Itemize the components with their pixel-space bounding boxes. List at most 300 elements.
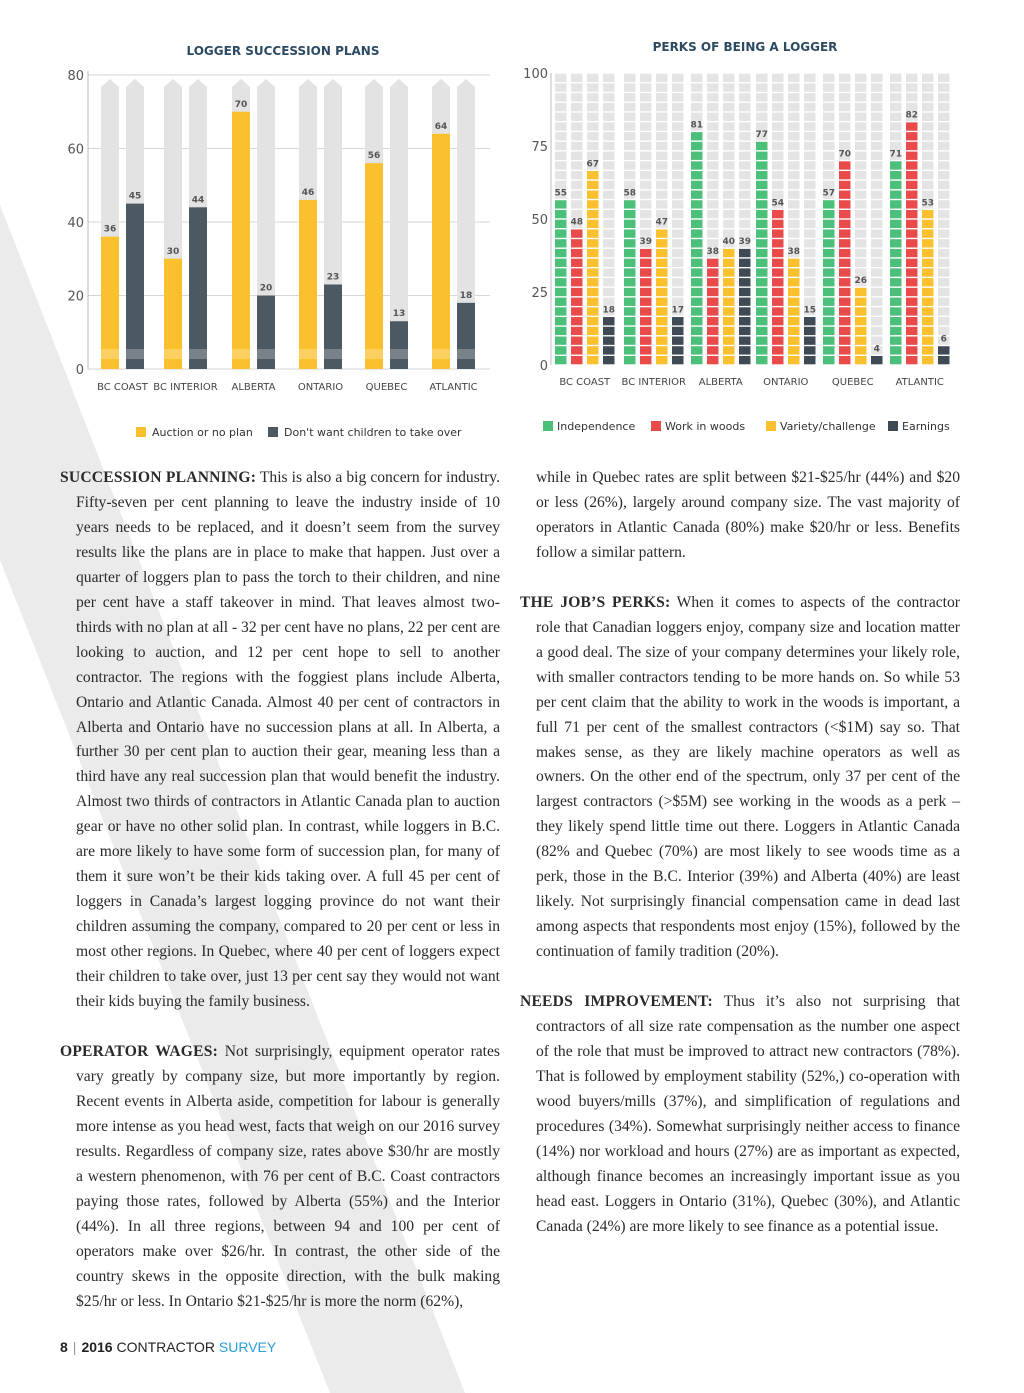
- filled-cell: [640, 259, 652, 267]
- filled-cell: [906, 181, 918, 189]
- filled-cell: [707, 278, 719, 286]
- empty-cell: [855, 93, 867, 101]
- filled-cell: [640, 278, 652, 286]
- empty-cell: [640, 74, 652, 82]
- empty-cell: [938, 259, 950, 267]
- filled-cell: [624, 259, 636, 267]
- empty-cell: [723, 220, 735, 228]
- empty-cell: [804, 83, 816, 91]
- empty-cell: [938, 317, 950, 325]
- empty-cell: [804, 132, 816, 140]
- operator-wages-continued: [520, 466, 960, 566]
- empty-cell: [871, 74, 883, 82]
- empty-cell: [723, 103, 735, 111]
- legend-swatch-independence: [543, 421, 553, 431]
- empty-cell: [624, 152, 636, 160]
- data-label: 6: [940, 334, 947, 345]
- empty-cell: [855, 249, 867, 257]
- empty-cell: [788, 83, 800, 91]
- filled-cell: [906, 200, 918, 208]
- filled-cell: [922, 259, 934, 267]
- empty-cell: [640, 152, 652, 160]
- empty-cell: [938, 191, 950, 199]
- empty-cell: [640, 113, 652, 121]
- filled-cell: [739, 298, 751, 306]
- empty-cell: [756, 93, 768, 101]
- empty-cell: [855, 161, 867, 169]
- empty-cell: [691, 103, 703, 111]
- empty-cell: [587, 74, 599, 82]
- data-label: 20: [259, 283, 273, 294]
- empty-cell: [571, 142, 583, 150]
- empty-cell: [656, 113, 668, 121]
- empty-cell: [823, 171, 835, 179]
- data-label: 47: [655, 217, 669, 228]
- empty-cell: [587, 113, 599, 121]
- empty-cell: [603, 210, 615, 218]
- empty-cell: [691, 74, 703, 82]
- filled-cell: [672, 337, 684, 345]
- filled-cell: [772, 278, 784, 286]
- empty-cell: [938, 132, 950, 140]
- filled-cell: [707, 259, 719, 267]
- empty-cell: [938, 161, 950, 169]
- filled-cell: [906, 210, 918, 218]
- empty-cell: [587, 142, 599, 150]
- filled-cell: [624, 239, 636, 247]
- filled-cell: [624, 356, 636, 364]
- empty-cell: [804, 93, 816, 101]
- perks-legend: [543, 420, 950, 433]
- empty-cell: [739, 200, 751, 208]
- filled-cell: [723, 298, 735, 306]
- filled-cell: [739, 268, 751, 276]
- filled-cell: [656, 307, 668, 315]
- bar-sheen: [324, 349, 342, 359]
- empty-cell: [804, 113, 816, 121]
- filled-cell: [723, 307, 735, 315]
- empty-cell: [804, 181, 816, 189]
- filled-cell: [855, 298, 867, 306]
- empty-cell: [640, 93, 652, 101]
- empty-cell: [922, 132, 934, 140]
- empty-cell: [938, 200, 950, 208]
- filled-cell: [624, 298, 636, 306]
- empty-cell: [571, 161, 583, 169]
- filled-cell: [756, 327, 768, 335]
- empty-cell: [739, 210, 751, 218]
- empty-cell: [938, 74, 950, 82]
- succession-planning-body: This is also a big concern for industry. Fifty-seven per cent planning to leave the industry inside of 10 years needs to be replaced, and it doesn’t seem from the survey results like the plans are in place to make that happen. Just over a quarter of loggers plan to pass the torch to their children, and nine per cent have a staff takeover in mind. That leaves almost two-thirds with no plan at all - 32 per cent have no plans, 22 per cent are looking to auction, and 12 per cent hope to sell to another contractor. The regions with the foggiest plans include Alberta, Ontario and Atlantic Canada. Almost 40 per cent of contractors in Alberta and Ontario have no succession plans at all. In Alberta, a further 30 per cent plan to auction their gear, meaning less than a third have any real succession plan that would benefit the industry. Almost two thirds of contractors in Atlantic Canada plan to auction gear or have no other solid plan. In contrast, while loggers in B.C. are more likely to have some form of succession plan, for many of them it sure won’t be their kids taking over. A full 45 per cent of loggers in Canada’s largest logging province do not want their children assuming the company, compared to 20 per cent or less in most other regions. In Quebec, where 40 per cent of loggers expect their children to take over, just 13 per cent say they would not want their kids buying the family business.: [76, 469, 500, 1011]
- empty-cell: [723, 181, 735, 189]
- data-label: 48: [570, 217, 584, 228]
- filled-cell: [723, 317, 735, 325]
- data-label: 81: [690, 120, 704, 131]
- empty-cell: [640, 220, 652, 228]
- filled-cell: [640, 327, 652, 335]
- empty-cell: [855, 229, 867, 237]
- empty-cell: [823, 113, 835, 121]
- filled-cell: [739, 307, 751, 315]
- filled-cell: [723, 278, 735, 286]
- empty-cell: [707, 210, 719, 218]
- empty-cell: [603, 239, 615, 247]
- empty-cell: [890, 122, 902, 130]
- filled-cell: [804, 327, 816, 335]
- filled-cell: [906, 278, 918, 286]
- bar-sheen: [126, 349, 144, 359]
- empty-cell: [839, 93, 851, 101]
- filled-cell: [587, 191, 599, 199]
- empty-cell: [555, 93, 567, 101]
- empty-cell: [739, 142, 751, 150]
- filled-cell: [756, 210, 768, 218]
- y-tick-label: 75: [531, 140, 548, 155]
- filled-cell: [772, 210, 784, 218]
- empty-cell: [571, 83, 583, 91]
- empty-cell: [855, 191, 867, 199]
- filled-cell: [691, 249, 703, 257]
- empty-cell: [672, 191, 684, 199]
- filled-cell: [839, 278, 851, 286]
- filled-cell: [691, 346, 703, 354]
- filled-cell: [707, 356, 719, 364]
- empty-cell: [603, 229, 615, 237]
- filled-cell: [624, 327, 636, 335]
- empty-cell: [603, 103, 615, 111]
- filled-cell: [707, 268, 719, 276]
- filled-cell: [890, 288, 902, 296]
- empty-cell: [640, 122, 652, 130]
- empty-cell: [788, 122, 800, 130]
- empty-cell: [938, 103, 950, 111]
- filled-cell: [772, 337, 784, 345]
- empty-cell: [656, 171, 668, 179]
- data-label: 17: [671, 305, 685, 316]
- filled-cell: [691, 142, 703, 150]
- filled-cell: [555, 239, 567, 247]
- filled-cell: [624, 346, 636, 354]
- filled-cell: [587, 200, 599, 208]
- empty-cell: [890, 113, 902, 121]
- filled-cell: [656, 229, 668, 237]
- filled-cell: [839, 171, 851, 179]
- filled-cell: [555, 268, 567, 276]
- filled-cell: [624, 249, 636, 257]
- y-tick-label: 80: [67, 69, 84, 84]
- operator-wages-continued-text: while in Quebec rates are split between $21-$25/hr (44%) and $20 or less (26%), largely around company size. The vast majority of operators in Atlantic Canada (80%) make $20/hr or less. Benefits follow a similar pattern.: [536, 469, 960, 561]
- empty-cell: [938, 249, 950, 257]
- filled-cell: [906, 142, 918, 150]
- empty-cell: [555, 113, 567, 121]
- empty-cell: [823, 161, 835, 169]
- bar-auction-ontario: [299, 200, 317, 369]
- empty-cell: [890, 83, 902, 91]
- filled-cell: [571, 259, 583, 267]
- empty-cell: [707, 191, 719, 199]
- empty-cell: [772, 83, 784, 91]
- empty-cell: [672, 93, 684, 101]
- filled-cell: [672, 317, 684, 325]
- filled-cell: [922, 229, 934, 237]
- empty-cell: [603, 161, 615, 169]
- empty-cell: [555, 83, 567, 91]
- empty-cell: [555, 103, 567, 111]
- filled-cell: [723, 356, 735, 364]
- empty-cell: [804, 191, 816, 199]
- page-footer: [60, 1339, 276, 1355]
- data-label: 18: [459, 290, 473, 301]
- filled-cell: [640, 249, 652, 257]
- empty-cell: [871, 93, 883, 101]
- filled-cell: [823, 307, 835, 315]
- empty-cell: [723, 93, 735, 101]
- empty-cell: [772, 171, 784, 179]
- empty-cell: [938, 268, 950, 276]
- empty-cell: [823, 122, 835, 130]
- empty-cell: [890, 103, 902, 111]
- filled-cell: [756, 171, 768, 179]
- empty-cell: [871, 220, 883, 228]
- filled-cell: [839, 337, 851, 345]
- filled-cell: [723, 259, 735, 267]
- filled-cell: [672, 327, 684, 335]
- filled-cell: [656, 268, 668, 276]
- legend-swatch-no-children: [268, 427, 278, 437]
- filled-cell: [656, 327, 668, 335]
- empty-cell: [624, 171, 636, 179]
- filled-cell: [890, 356, 902, 364]
- empty-cell: [871, 191, 883, 199]
- filled-cell: [823, 249, 835, 257]
- empty-cell: [603, 83, 615, 91]
- filled-cell: [571, 307, 583, 315]
- filled-cell: [739, 337, 751, 345]
- filled-cell: [555, 356, 567, 364]
- filled-cell: [691, 239, 703, 247]
- empty-cell: [938, 239, 950, 247]
- filled-cell: [906, 229, 918, 237]
- filled-cell: [691, 191, 703, 199]
- filled-cell: [890, 191, 902, 199]
- empty-cell: [624, 103, 636, 111]
- empty-cell: [938, 83, 950, 91]
- empty-cell: [922, 181, 934, 189]
- filled-cell: [823, 298, 835, 306]
- filled-cell: [772, 239, 784, 247]
- filled-cell: [555, 200, 567, 208]
- filled-cell: [640, 317, 652, 325]
- empty-cell: [691, 83, 703, 91]
- filled-cell: [839, 220, 851, 228]
- data-label: 44: [191, 195, 205, 206]
- empty-cell: [906, 93, 918, 101]
- filled-cell: [823, 356, 835, 364]
- empty-cell: [723, 152, 735, 160]
- filled-cell: [587, 249, 599, 257]
- filled-cell: [922, 317, 934, 325]
- empty-cell: [855, 239, 867, 247]
- empty-cell: [871, 83, 883, 91]
- empty-cell: [707, 122, 719, 130]
- data-label: 13: [392, 309, 406, 320]
- empty-cell: [603, 74, 615, 82]
- filled-cell: [739, 356, 751, 364]
- empty-cell: [788, 74, 800, 82]
- filled-cell: [672, 356, 684, 364]
- filled-cell: [772, 327, 784, 335]
- filled-cell: [756, 298, 768, 306]
- filled-cell: [624, 268, 636, 276]
- empty-cell: [672, 249, 684, 257]
- empty-cell: [772, 103, 784, 111]
- filled-cell: [739, 327, 751, 335]
- empty-cell: [855, 142, 867, 150]
- empty-cell: [624, 142, 636, 150]
- category-label: ONTARIO: [763, 377, 809, 388]
- filled-cell: [906, 268, 918, 276]
- filled-cell: [624, 317, 636, 325]
- data-label: 53: [921, 198, 935, 209]
- data-label: 71: [889, 149, 903, 160]
- filled-cell: [555, 317, 567, 325]
- legend-swatch-work-in-woods: [651, 421, 661, 431]
- data-label: 38: [706, 246, 720, 257]
- empty-cell: [672, 74, 684, 82]
- bar-sheen: [101, 349, 119, 359]
- filled-cell: [823, 268, 835, 276]
- empty-cell: [571, 74, 583, 82]
- empty-cell: [603, 200, 615, 208]
- filled-cell: [555, 307, 567, 315]
- filled-cell: [788, 259, 800, 267]
- empty-cell: [723, 191, 735, 199]
- empty-cell: [603, 288, 615, 296]
- operator-wages-heading: OPERATOR WAGES:: [60, 1042, 218, 1060]
- empty-cell: [640, 161, 652, 169]
- filled-cell: [823, 346, 835, 354]
- empty-cell: [890, 74, 902, 82]
- filled-cell: [603, 327, 615, 335]
- empty-cell: [871, 113, 883, 121]
- empty-cell: [723, 132, 735, 140]
- empty-cell: [871, 200, 883, 208]
- filled-cell: [906, 191, 918, 199]
- empty-cell: [804, 249, 816, 257]
- data-label: 40: [722, 237, 736, 248]
- empty-cell: [672, 229, 684, 237]
- empty-cell: [922, 122, 934, 130]
- empty-cell: [656, 181, 668, 189]
- filled-cell: [571, 268, 583, 276]
- filled-cell: [906, 239, 918, 247]
- filled-cell: [587, 278, 599, 286]
- empty-cell: [855, 181, 867, 189]
- filled-cell: [823, 337, 835, 345]
- filled-cell: [756, 142, 768, 150]
- filled-cell: [739, 278, 751, 286]
- empty-cell: [723, 200, 735, 208]
- empty-cell: [603, 259, 615, 267]
- job-perks-heading: THE JOB’S PERKS:: [520, 593, 671, 611]
- bar-sheen: [164, 349, 182, 359]
- y-tick-label: 100: [523, 67, 548, 82]
- empty-cell: [772, 122, 784, 130]
- filled-cell: [906, 298, 918, 306]
- empty-cell: [656, 142, 668, 150]
- data-label: 64: [434, 121, 448, 132]
- y-tick-label: 0: [539, 359, 548, 374]
- filled-cell: [656, 239, 668, 247]
- empty-cell: [603, 113, 615, 121]
- empty-cell: [739, 181, 751, 189]
- empty-cell: [788, 229, 800, 237]
- category-label: BC INTERIOR: [153, 382, 218, 393]
- filled-cell: [587, 239, 599, 247]
- empty-cell: [855, 122, 867, 130]
- empty-cell: [938, 210, 950, 218]
- bar-sheen: [189, 349, 207, 359]
- empty-cell: [739, 122, 751, 130]
- filled-cell: [839, 210, 851, 218]
- empty-cell: [804, 142, 816, 150]
- filled-cell: [555, 229, 567, 237]
- filled-cell: [555, 278, 567, 286]
- needs-improvement-heading: NEEDS IMPROVEMENT:: [520, 993, 713, 1011]
- data-label: 54: [771, 198, 785, 209]
- perks-chart-title: PERKS OF BEING A LOGGER: [652, 40, 838, 54]
- filled-cell: [756, 337, 768, 345]
- filled-cell: [691, 200, 703, 208]
- filled-cell: [906, 161, 918, 169]
- succession-chart: [0, 0, 510, 450]
- empty-cell: [672, 259, 684, 267]
- filled-cell: [723, 346, 735, 354]
- empty-cell: [804, 152, 816, 160]
- filled-cell: [788, 298, 800, 306]
- filled-cell: [756, 152, 768, 160]
- category-label: ATLANTIC: [429, 382, 478, 393]
- filled-cell: [571, 346, 583, 354]
- filled-cell: [587, 220, 599, 228]
- legend-label-work-in-woods: Work in woods: [665, 420, 746, 433]
- empty-cell: [938, 152, 950, 160]
- empty-cell: [906, 74, 918, 82]
- filled-cell: [707, 346, 719, 354]
- empty-cell: [823, 83, 835, 91]
- empty-cell: [871, 268, 883, 276]
- filled-cell: [691, 259, 703, 267]
- filled-cell: [788, 268, 800, 276]
- filled-cell: [624, 278, 636, 286]
- empty-cell: [922, 93, 934, 101]
- filled-cell: [890, 239, 902, 247]
- filled-cell: [587, 181, 599, 189]
- filled-cell: [640, 298, 652, 306]
- empty-cell: [739, 171, 751, 179]
- legend-label-independence: Independence: [557, 420, 636, 433]
- filled-cell: [906, 249, 918, 257]
- empty-cell: [823, 103, 835, 111]
- filled-cell: [587, 229, 599, 237]
- empty-cell: [855, 103, 867, 111]
- empty-cell: [672, 83, 684, 91]
- filled-cell: [656, 249, 668, 257]
- empty-cell: [640, 181, 652, 189]
- filled-cell: [839, 268, 851, 276]
- filled-cell: [839, 346, 851, 354]
- legend-swatch-earnings: [888, 421, 898, 431]
